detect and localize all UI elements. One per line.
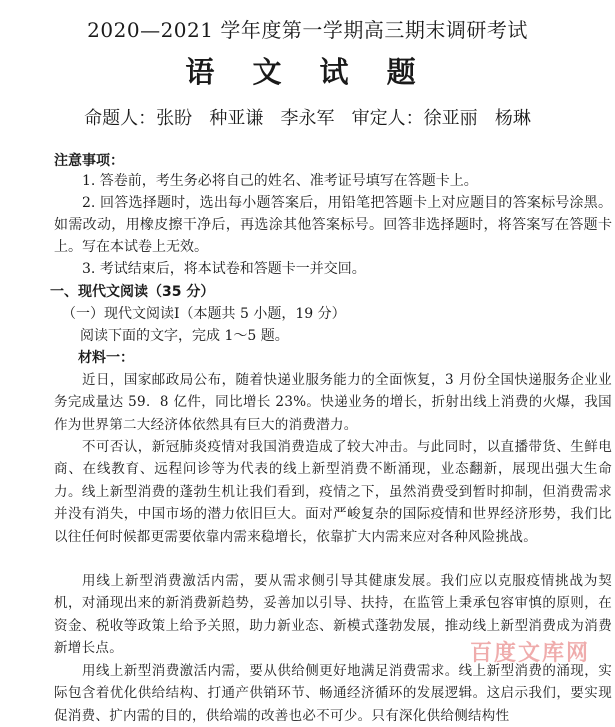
- material-paragraph-4: 用线上新型消费激活内需，要从供给侧更好地满足消费需求。线上新型消费的涌现，实际包含着优化供给结构、打通产供销环节、畅通经济循环的发展逻辑。这启示我们，要实现促消费、扩内需的目的，供给端的改善也必不可少。只有深化供给侧结构性: [54, 663, 612, 724]
- note-item-2: 2. 回答选择题时，选出每小题答案后，用铅笔把答题卡上对应题目的答案标号涂黑。如需改动，用橡皮擦干净后，再选涂其他答案标号。回答非选择题时，将答案写在答题卡上。写在本试卷上无效。: [54, 195, 612, 255]
- exam-title: 2020—2021 学年度第一学期高三期末调研考试: [87, 18, 528, 42]
- subject-title: 语 文 试 题: [185, 55, 430, 89]
- watermark-text: 百度文库网: [470, 641, 591, 666]
- material-paragraph-1: 近日，国家邮政局公布，随着快递业服务能力的全面恢复，3 月份全国快递服务企业业务完成量达 59．8 亿件，同比增长 23%。快递业务的增长，折射出线上消费的火爆，我国作为世界第二大经济体依然具有巨大的消费潜力。: [54, 372, 612, 433]
- subsection-heading: （一）现代文阅读Ⅰ（本题共 5 小题，19 分）: [62, 306, 346, 322]
- notes-label: 注意事项：: [54, 153, 124, 169]
- note-item-3: 3. 考试结束后，将本试卷和答题卡一并交回。: [82, 261, 366, 277]
- material-paragraph-2: 不可否认，新冠肺炎疫情对我国消费造成了较大冲击。与此同时，以直播带货、生鲜电商、在线教育、远程问诊等为代表的线上新型消费不断涌现，业态翻新，展现出强大生命力。线上新型消费的蓬勃生机让我们看到，疫情之下，虽然消费受到暂时抑制，但消费需求并没有消失，中国市场的潜力依旧巨大。面对严峻复杂的国际疫情和世界经济形势，我们比以往任何时候都更需要依靠内需来稳增长，依靠扩大内需来应对各种风险挑战。: [54, 439, 612, 545]
- reading-instruction: 阅读下面的文字，完成 1～5 题。: [80, 328, 289, 344]
- author-line: 命题人：张盼 种亚谦 李永军 审定人：徐亚丽 杨琳: [84, 108, 531, 129]
- material-label: 材料一：: [78, 350, 134, 366]
- note-item-1: 1. 答卷前，考生务必将自己的姓名、准考证号填写在答题卡上。: [82, 173, 478, 189]
- section-heading: 一、现代文阅读（35 分）: [50, 284, 215, 300]
- material-paragraph-3: 用线上新型消费激活内需，要从需求侧引导其健康发展。我们应以克服疫情挑战为契机，对涌现出来的新消费新趋势，妥善加以引导、扶持，在监管上秉承包容审慎的原则，在资金、税收等政策上给予关照，助力新业态、新模式蓬勃发展，推动线上新型消费成为消费新增长点。: [54, 573, 612, 657]
